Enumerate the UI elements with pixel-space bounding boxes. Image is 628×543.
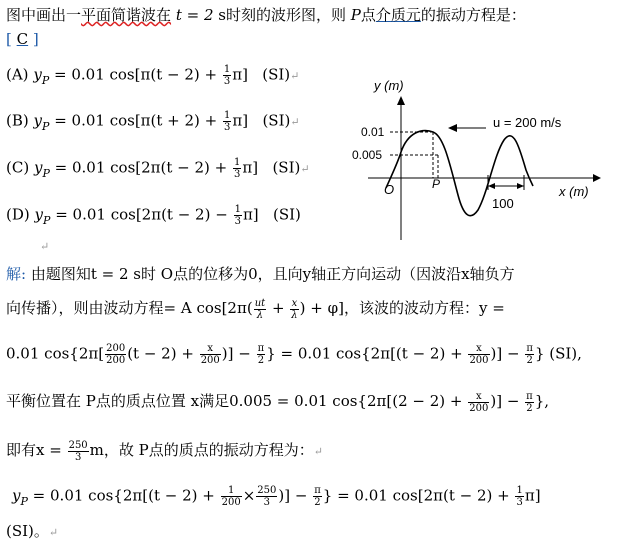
- question-p: P: [350, 6, 361, 24]
- x-axis-label: x (m): [559, 184, 589, 199]
- solution-text: )] −: [278, 486, 308, 505]
- option-label: (D): [6, 205, 30, 224]
- solution-text: π]: [524, 486, 541, 505]
- solution-text: } = 0.01 cos[2π(t − 2) +: [322, 486, 510, 505]
- option-sub: P: [43, 213, 51, 227]
- option-label: (B): [6, 111, 29, 130]
- option-body: = 0.01 cos[2π(t − 2) +: [54, 158, 228, 177]
- option-body: = 0.01 cos[2π(t − 2) −: [55, 205, 228, 224]
- question-part1: 图中画出一: [6, 6, 82, 24]
- answer-blank: [6, 30, 39, 48]
- option-c: (C) $y_P = 0.01$ cos[2π(t − 2) + $\frac{1}{3}$ π] (SI)↵: [6, 157, 310, 180]
- solution-line-6: [12, 485, 541, 508]
- solution-text: 平衡位置在 P点的质点位置 x满足0.005 = 0.01 cos{2π[(2 − 2) +: [6, 392, 463, 410]
- fraction: $\frac{ut}{\lambda}$: [254, 297, 266, 321]
- fraction: $\frac{\pi}{2}$: [526, 390, 533, 414]
- fraction: $\frac{250}{3}$: [257, 485, 277, 508]
- solution-line-5: 即有x = $\frac{250}{3}$ m，故 P点的质点的振动方程为：↵: [6, 439, 323, 463]
- fraction: $\frac{x}{200}$: [200, 343, 220, 366]
- solution-text: } (SI),: [534, 344, 582, 363]
- y-axis-label: y (m): [374, 78, 404, 93]
- distance-arrow-left: [488, 183, 495, 189]
- option-label: (C): [6, 158, 30, 177]
- origin-label: O: [384, 182, 395, 197]
- option-a: (A) $y_P = 0.01$ cos[π(t − 2) + $\frac{1}{3}$ π] (SI)↵: [6, 64, 300, 87]
- velocity-arrow-head: [448, 124, 457, 132]
- fraction: $\frac{1}{3}$: [234, 204, 241, 227]
- solution-line-4: [6, 390, 549, 414]
- option-unit: (SI): [272, 158, 301, 177]
- option-tail: π]: [242, 158, 259, 177]
- solution-text: y: [12, 486, 21, 505]
- solution-text: ) + φ]，该波的波动方程：y =: [299, 299, 505, 317]
- fraction: $\frac{1}{3}$: [516, 485, 523, 508]
- solution-line-2: [6, 297, 505, 321]
- solution-text: )] −: [221, 344, 251, 363]
- solution-line-1: [6, 263, 515, 284]
- question-text: [6, 4, 526, 25]
- fraction: $\frac{\pi}{2}$: [257, 343, 265, 366]
- option-tail: π]: [242, 205, 259, 224]
- tick-label-001: 0.01: [361, 125, 385, 139]
- wave-graph: [346, 70, 621, 245]
- solution-text: 向传播），则由波动方程= A cos[2π(: [6, 299, 253, 317]
- solution-text: },: [534, 392, 550, 410]
- velocity-label: u = 200 m/s: [493, 115, 562, 130]
- y-axis-arrow: [397, 96, 405, 105]
- option-body: = 0.01 cos[π(t − 2) +: [54, 65, 218, 84]
- solution-text: ×: [242, 486, 256, 505]
- question-medium: 介质元: [375, 6, 421, 24]
- solution-label: 解:: [6, 265, 27, 283]
- answer-close: ]: [32, 30, 39, 48]
- solution-text: = 0.01 cos{2π[(t − 2) +: [32, 486, 215, 505]
- point-label: P: [432, 177, 441, 191]
- fraction: $\frac{1}{3}$: [223, 64, 231, 87]
- option-b: (B) $y_P = 0.01$ cos[π(t + 2) + $\frac{1}{3}$ π] (SI)↵: [6, 110, 300, 133]
- solution-text: P: [20, 494, 28, 508]
- question-part5: 的振动方程是：: [420, 6, 526, 24]
- option-lhs: y: [33, 65, 42, 84]
- solution-text: +: [271, 299, 285, 317]
- fraction: $\frac{1}{3}$: [224, 110, 231, 133]
- fraction: $\frac{\pi}{2}$: [526, 343, 533, 366]
- fraction: $\frac{\pi}{2}$: [314, 485, 321, 508]
- solution-text: 0.01 cos{2π[: [6, 344, 105, 363]
- option-lhs: y: [33, 158, 43, 177]
- option-unit: (SI): [272, 205, 301, 224]
- tick-label-0005: 0.005: [352, 148, 383, 162]
- solution-text: 即有x =: [6, 441, 62, 459]
- option-unit: (SI): [262, 111, 291, 130]
- answer-value: C: [16, 30, 29, 48]
- solution-text: 由题图知t: [30, 265, 97, 283]
- solution-text: (t − 2) +: [127, 344, 194, 363]
- solution-line-7: (SI)。↵: [6, 522, 59, 540]
- fraction: $\frac{1}{3}$: [234, 157, 241, 180]
- fraction: $\frac{x}{200}$: [469, 390, 489, 414]
- answer-open: [: [6, 30, 12, 48]
- option-body: = 0.01 cos[π(t + 2) +: [54, 111, 218, 130]
- option-lhs: y: [33, 111, 42, 130]
- fraction: $\frac{200}{200}$: [106, 343, 126, 366]
- question-t: t = 2: [175, 6, 214, 24]
- option-sub: P: [41, 73, 50, 87]
- option-lhs: y: [34, 205, 43, 224]
- distance-arrow-right: [517, 183, 524, 189]
- option-tail: π]: [232, 111, 249, 130]
- solution-text: } = 0.01 cos{2π[(t − 2) +: [266, 344, 463, 363]
- question-part4: 点: [360, 6, 376, 24]
- option-sub: P: [42, 166, 50, 180]
- fraction: $\frac{x}{200}$: [469, 343, 489, 366]
- option-tail: π]: [232, 65, 248, 84]
- question-part2: 平面简谐波在: [81, 6, 172, 24]
- solution-text: )] −: [490, 392, 520, 410]
- fraction: $\frac{250}{3}$: [68, 439, 88, 463]
- fraction: $\frac{x}{\lambda}$: [291, 297, 298, 321]
- solution-text: m，故 P点的质点的振动方程为：: [89, 441, 314, 459]
- solution-text: )] −: [490, 344, 520, 363]
- solution-text: (SI)。: [6, 522, 49, 540]
- distance-label: 100: [492, 196, 514, 211]
- x-axis-arrow: [593, 174, 601, 182]
- option-sub: P: [42, 119, 50, 133]
- question-part3: s时刻的波形图，则: [218, 6, 346, 24]
- option-d: [6, 204, 301, 227]
- option-unit: (SI): [262, 65, 291, 84]
- option-label: (A): [6, 65, 29, 84]
- empty-paragraph-mark: ↵: [40, 240, 50, 253]
- solution-text: O点的位移为0，且向y轴正方向运动（因波沿x轴负方: [160, 265, 515, 283]
- fraction: $\frac{1}{200}$: [221, 485, 241, 508]
- solution-text: = 2 s时: [101, 265, 157, 283]
- solution-line-3: [6, 343, 582, 366]
